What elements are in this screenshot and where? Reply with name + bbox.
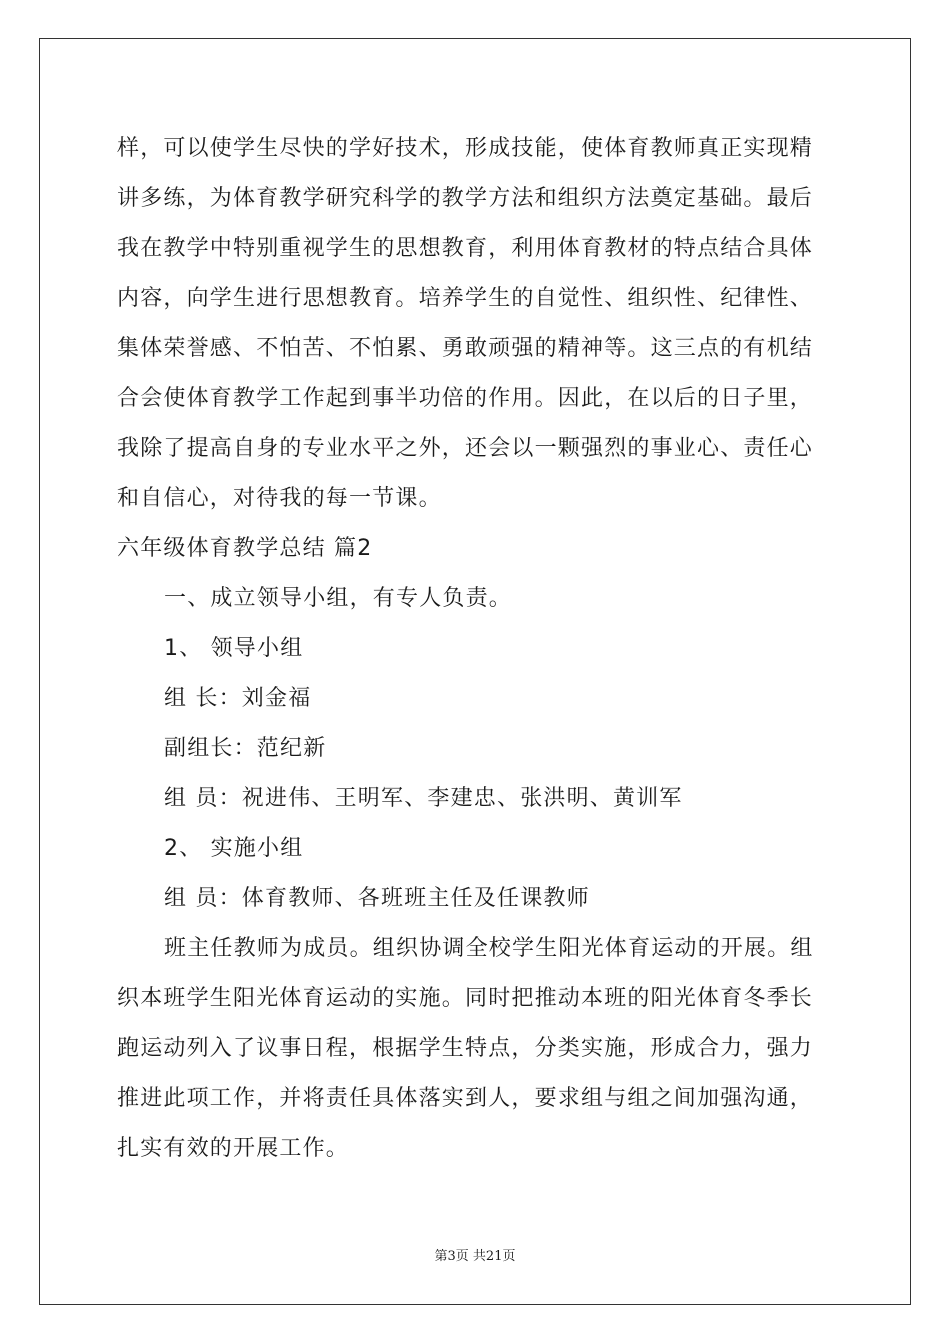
paragraph-line: 合会使体育教学工作起到事半功倍的作用。因此，在以后的日子里， xyxy=(117,386,814,411)
paragraph-line: 和自信心，对待我的每一节课。 xyxy=(117,486,442,511)
page-border xyxy=(39,38,911,1305)
paragraph-line: 讲多练，为体育教学研究科学的教学方法和组织方法奠定基础。最后 xyxy=(117,186,814,211)
list-item: 一、成立领导小组，有专人负责。 xyxy=(164,586,513,611)
section-heading: 六年级体育教学总结 篇2 xyxy=(117,536,373,561)
list-item: 组 员：祝进伟、王明军、李建忠、张洪明、黄训军 xyxy=(164,786,683,811)
paragraph-line: 跑运动列入了议事日程，根据学生特点，分类实施，形成合力，强力 xyxy=(117,1036,814,1061)
paragraph-line: 集体荣誉感、不怕苦、不怕累、勇敢顽强的精神等。这三点的有机结 xyxy=(117,336,814,361)
paragraph-line: 我除了提高自身的专业水平之外，还会以一颗强烈的事业心、责任心 xyxy=(117,436,814,461)
paragraph-line: 样，可以使学生尽快的学好技术，形成技能，使体育教师真正实现精 xyxy=(117,136,814,161)
list-item: 组 长：刘金福 xyxy=(164,686,312,711)
page-number-footer: 第3页 共21页 xyxy=(434,1249,516,1264)
list-item: 副组长：范纪新 xyxy=(164,736,327,761)
paragraph-line: 内容，向学生进行思想教育。培养学生的自觉性、组织性、纪律性、 xyxy=(117,286,814,311)
paragraph-line: 扎实有效的开展工作。 xyxy=(117,1136,350,1161)
list-item: 1、 领导小组 xyxy=(164,636,304,661)
list-item: 2、 实施小组 xyxy=(164,836,304,861)
paragraph-line: 我在教学中特别重视学生的思想教育，利用体育教材的特点结合具体 xyxy=(117,236,814,261)
paragraph-line: 推进此项工作，并将责任具体落实到人，要求组与组之间加强沟通， xyxy=(117,1086,814,1111)
paragraph-line: 织本班学生阳光体育运动的实施。同时把推动本班的阳光体育冬季长 xyxy=(117,986,814,1011)
paragraph-line: 班主任教师为成员。组织协调全校学生阳光体育运动的开展。组 xyxy=(164,936,814,961)
list-item: 组 员：体育教师、各班班主任及任课教师 xyxy=(164,886,590,911)
